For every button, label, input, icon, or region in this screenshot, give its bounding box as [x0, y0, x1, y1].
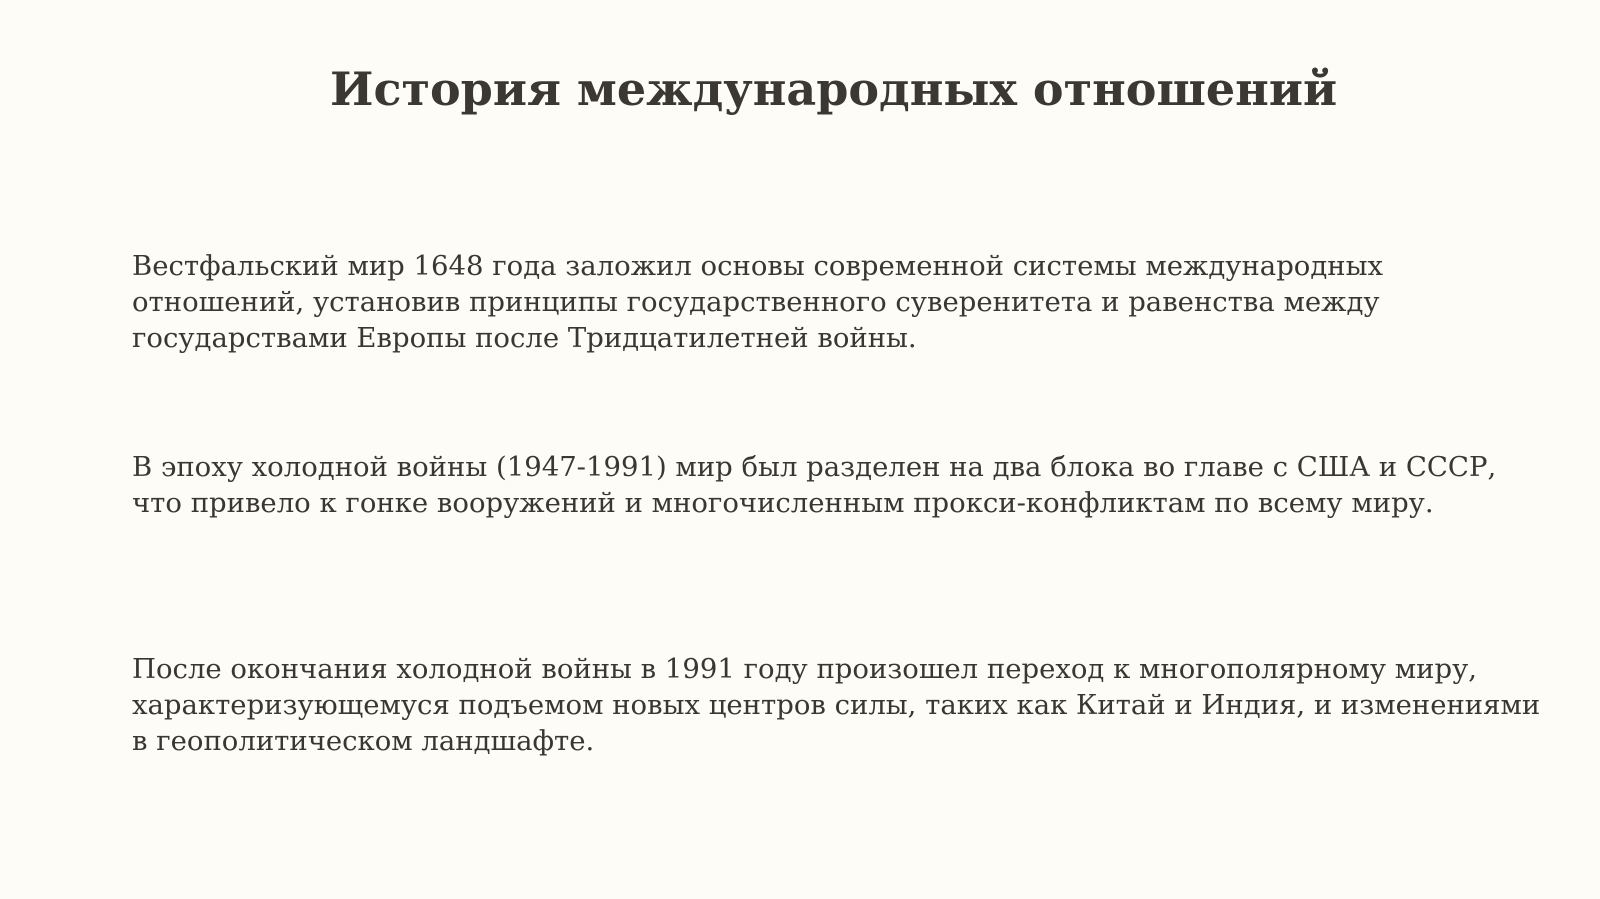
paragraph-cold-war: В эпоху холодной войны (1947-1991) мир был разделен на два блока во главе с США и СССР, что привело к гонке вооружений и многочисленным прокси-конфликтам по всему миру. — [132, 451, 1497, 519]
paragraph-multipolar-world: После окончания холодной войны в 1991 году произошел переход к многополярному миру, характеризующемуся подъемом новых центров силы, таких как Китай и Индия, и изменениями в геополитическом ландшафте. — [132, 653, 1541, 757]
paragraph-westphalia: Вестфальский мир 1648 года заложил основы современной системы международных отношений, установив принципы государственного суверенитета и равенства между государствами Европы после Тридцатилетней войны. — [132, 250, 1384, 354]
slide-title: История международных отношений — [330, 62, 1338, 116]
